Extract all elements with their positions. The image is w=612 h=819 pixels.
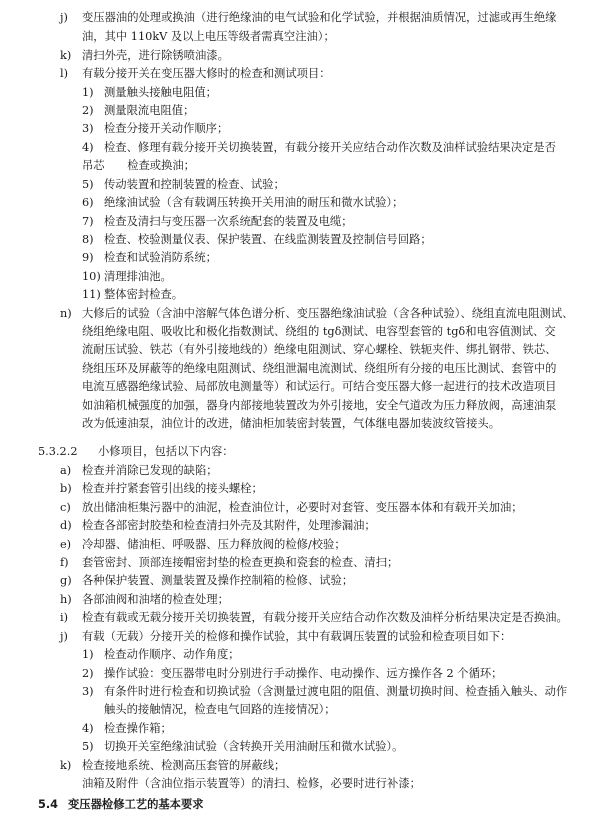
item-marker: a) (60, 464, 72, 477)
item-text: 冷却器、储油柜、呼吸器、压力释放阀的检修/校验； (82, 538, 346, 551)
section-heading: 变压器检修工艺的基本要求 (68, 798, 204, 811)
item-text: 检查接地系统、检测高压套管的屏蔽线； (82, 759, 286, 772)
sub-item-text: 操作试验：变压器带电时分别进行手动操作、电动操作、远方操作各 2 个循环； (104, 667, 503, 680)
item-text: 变压器油的处理或换油（进行绝缘油的电气试验和化学试验，并根据油质情况，过滤或再生绝缘 (82, 11, 557, 24)
sub-item-text: 触头的接触情况，检查电气回路的连接情况）； (104, 703, 336, 716)
sub-item-text: 测量触头接触电阻值； (104, 86, 217, 99)
paragraph-line: 绕组压环及屏蔽等的绝缘电阻测试、绕组泄漏电流测试、绕组所有分接的电压比测试、套管中的 (82, 362, 557, 375)
sub-item-number: 4) (82, 722, 94, 735)
sub-item-text: 吊芯 检查或换油； (82, 159, 195, 172)
item-text: 各种保护装置、测量装置及操作控制箱的检修、试验； (82, 574, 354, 587)
sub-item-text: 切换开关室绝缘油试验（含转换开关用油耐压和微水试验）。 (104, 740, 404, 753)
item-marker: n) (60, 307, 72, 320)
sub-item-number: 11) (82, 288, 101, 301)
item-text: 油箱及附件（含油位指示装置等）的清扫、检修，必要时进行补漆； (82, 777, 421, 790)
item-text: 检查并拧紧套管引出线的接头螺栓； (82, 482, 263, 495)
sub-item-text: 检查操作箱； (104, 722, 172, 735)
item-text: 清扫外壳，进行除锈喷油漆。 (82, 49, 229, 62)
item-marker: k) (60, 49, 72, 62)
sub-item-number: 5) (82, 178, 94, 191)
sub-item-text: 检查和试验消防系统； (104, 251, 217, 264)
sub-item-number: 2) (82, 104, 94, 117)
sub-item-text: 整体密封检查。 (104, 288, 184, 301)
paragraph-line: 改为低速油泵，油位计的改进，储油柜加装密封装置，气体继电器加装波纹管接头。 (82, 417, 500, 430)
section-number: 5.4 (38, 798, 59, 811)
item-marker: b) (60, 482, 72, 495)
item-marker: l) (60, 67, 69, 80)
sub-item-number: 5) (82, 740, 94, 753)
item-text: 有载分接开关在变压器大修时的检查和测试项目： (82, 67, 331, 80)
sub-item-text: 检查及清扫与变压器一次系统配套的装置及电缆； (104, 215, 353, 228)
sub-item-text: 检查分接开关动作顺序； (104, 122, 229, 135)
sub-item-number: 3) (82, 122, 94, 135)
sub-item-text: 检查、修理有载分接开关切换装置，有载分接开关应结合动作次数及油样试验结果决定是否 (104, 141, 556, 154)
item-marker: c) (60, 501, 71, 514)
sub-item-number: 9) (82, 251, 94, 264)
paragraph-line: 流耐压试验、铁芯（有外引接地线的）绝缘电阻测试、穿心螺栓、铁轭夹件、绑扎钢带、铁芯、 (82, 343, 557, 356)
sub-item-text: 绝缘油试验（含有载调压转换开关用油的耐压和微水试验）； (104, 196, 404, 209)
sub-item-number: 10) (82, 270, 101, 283)
section-text: 小修项目，包括以下内容： (98, 445, 234, 458)
sub-item-number: 2) (82, 667, 94, 680)
sub-item-number: 4) (82, 141, 94, 154)
paragraph-line: 电流互感器绝缘试验、局部放电测量等）和试运行。可结合变压器大修一起进行的技术改造项目 (82, 380, 557, 393)
sub-item-text: 清理排油池。 (104, 270, 172, 283)
paragraph-line: 大修后的试验（含油中溶解气体色谱分析、变压器绝缘油试验（含各种试验）、绕组直流电阻测试、 (82, 307, 574, 320)
sub-item-text: 有条件时进行检查和切换试验（含测量过渡电阻的阻值、测量切换时间、检查插入触头、动作 (104, 685, 568, 698)
item-marker: j) (60, 11, 68, 24)
item-marker: h) (60, 593, 72, 606)
item-marker: f) (60, 556, 69, 569)
item-text: 各部油阀和油堵的检查处理； (82, 593, 229, 606)
sub-item-number: 3) (82, 685, 94, 698)
sub-item-number: 1) (82, 648, 94, 661)
sub-item-number: 8) (82, 233, 94, 246)
paragraph-line: 如油箱机械强度的加强，器身内部接地装置改为外引接地，安全气道改为压力释放阀，高速油泵 (82, 399, 557, 412)
item-marker: k) (60, 759, 72, 772)
sub-item-text: 测量限流电阻值； (104, 104, 195, 117)
sub-item-number: 6) (82, 196, 94, 209)
item-marker: j) (60, 630, 68, 643)
item-text: 油，其中 110kV 及以上电压等级者需真空注油）； (82, 30, 335, 43)
paragraph-line: 绕组绝缘电阻、吸收比和极化指数测试、绕组的 tgδ测试、电容型套管的 tgδ和电容值测试、交 (82, 325, 556, 338)
section-number: 5.3.2.2 (38, 445, 78, 458)
sub-item-text: 传动装置和控制装置的检查、试验； (104, 178, 285, 191)
item-text: 套管密封、顶部连接帽密封垫的检查更换和瓷套的检查、清扫； (82, 556, 399, 569)
sub-item-text: 检查动作顺序、动作角度； (104, 648, 240, 661)
item-text: 检查有载或无载分接开关切换装置，有载分接开关应结合动作次数及油样分析结果决定是否换油。 (82, 611, 568, 624)
sub-item-number: 7) (82, 215, 94, 228)
item-marker: i) (60, 611, 69, 624)
item-text: 放出储油柜集污器中的油泥，检查油位计，必要时对套管、变压器本体和有载开关加油； (82, 501, 523, 514)
sub-item-number: 1) (82, 86, 94, 99)
item-text: 有载（无载）分接开关的检修和操作试验，其中有载调压装置的试验和检查项目如下： (82, 630, 512, 643)
item-marker: e) (60, 538, 72, 551)
item-text: 检查并消除已发现的缺陷； (82, 464, 218, 477)
item-marker: g) (60, 574, 72, 587)
sub-item-text: 检查、校验测量仪表、保护装置、在线监测装置及控制信号回路； (104, 233, 432, 246)
item-marker: d) (60, 519, 72, 532)
item-text: 检查各部密封胶垫和检查清扫外壳及其附件，处理渗漏油； (82, 519, 376, 532)
